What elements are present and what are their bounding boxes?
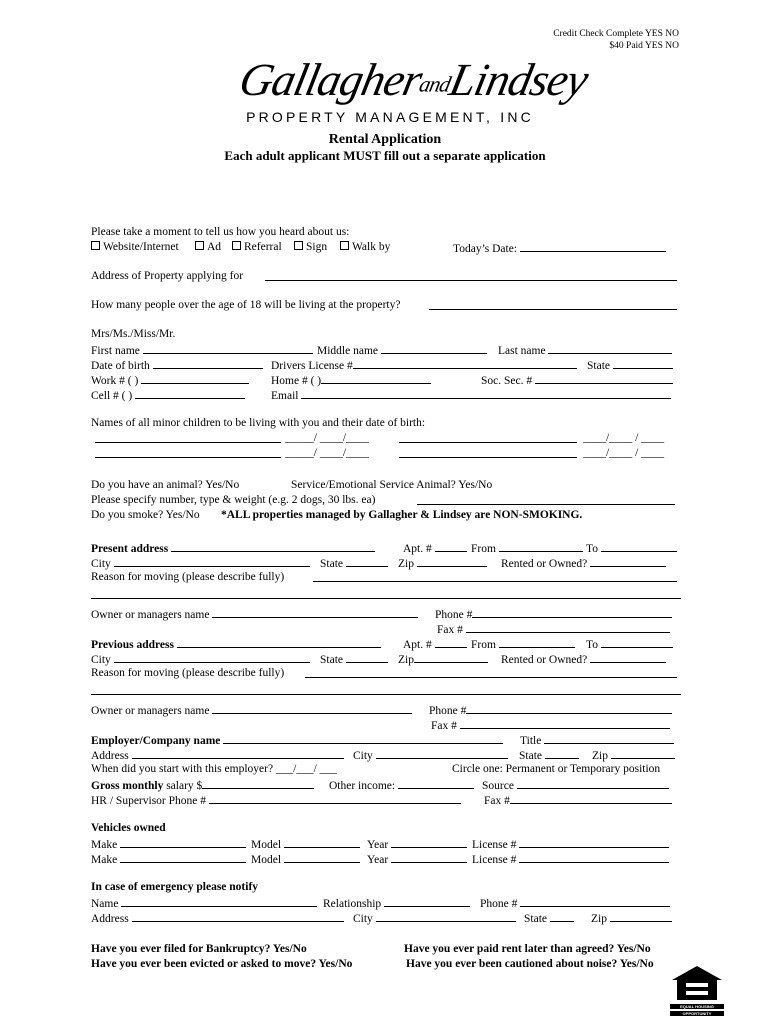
questions-row-2 (91, 957, 681, 972)
smoke-question: Do you smoke? Yes/No (91, 509, 200, 521)
salutation-label: Mrs/Ms./Miss/Mr. (91, 328, 176, 340)
previous-rented-field[interactable]: Rented or Owned? (501, 651, 666, 668)
present-to-field[interactable]: To (586, 540, 677, 557)
people-over-18-field[interactable]: How many people over the age of 18 will be living at the property? (91, 298, 681, 313)
present-owner-row (91, 606, 681, 621)
form-title: Rental Application (328, 132, 442, 147)
vehicle-make-field[interactable]: Make (91, 851, 246, 868)
emergency-label: In case of emergency please notify (91, 881, 259, 893)
present-phone-field[interactable]: Phone # (435, 606, 672, 623)
company-logo (235, 54, 593, 135)
previous-owner-row (91, 702, 681, 717)
previous-from-field[interactable]: From (471, 636, 575, 653)
dob-row (91, 357, 681, 372)
previous-reason-field[interactable]: Reason for moving (please describe fully) (91, 666, 681, 681)
present-owner-field[interactable]: Owner or managers name (91, 606, 418, 623)
income-source-field[interactable]: Source (482, 777, 669, 794)
previous-city-field[interactable]: City (91, 651, 310, 668)
property-address-field[interactable]: Address of Property applying for (91, 269, 681, 284)
logo-name-right: Lindsey (445, 54, 593, 105)
employer-fax-field[interactable]: Fax # (484, 792, 672, 809)
employer-name-field[interactable]: Employer/Company name (91, 732, 503, 749)
previous-to-field[interactable]: To (586, 636, 673, 653)
late-rent-question[interactable]: Have you ever paid rent later than agreed? Yes/No (404, 943, 651, 955)
drivers-license-field[interactable]: Drivers License # (271, 357, 577, 374)
previous-address-row (91, 636, 681, 651)
service-animal-question: Service/Emotional Service Animal? Yes/No (291, 479, 493, 491)
vehicle-row-1 (91, 836, 681, 851)
form-subtitle: Each adult applicant MUST fill out a separate application (224, 148, 546, 163)
employer-address-row (91, 747, 681, 762)
eho-text-line-2: OPPORTUNITY (682, 1011, 712, 1017)
employer-zip-field[interactable]: Zip (592, 747, 675, 764)
first-name-field[interactable]: First name (91, 342, 313, 359)
evicted-question[interactable]: Have you ever been evicted or asked to move? Yes/No (91, 958, 353, 970)
heard-options-row (91, 240, 681, 255)
office-use-box (553, 28, 679, 52)
checkbox-icon[interactable] (195, 241, 204, 250)
checkbox-icon[interactable] (294, 241, 303, 250)
animal-row (91, 478, 681, 493)
todays-date-field[interactable]: Today’s Date: (453, 240, 666, 257)
previous-reason-line[interactable] (91, 681, 681, 696)
option-website[interactable]: Website/Internet (91, 240, 179, 255)
work-phone-field[interactable]: Work # ( ) (91, 372, 249, 389)
heard-prompt: Please take a moment to tell us how you heard about us: (91, 226, 350, 238)
present-city-row (91, 555, 681, 570)
employer-title-field[interactable]: Title (520, 732, 674, 749)
option-walk-by[interactable]: Walk by (340, 240, 390, 255)
salary-field[interactable]: Gross monthly salary $ (91, 777, 314, 794)
present-reason-field[interactable]: Reason for moving (please describe fully) (91, 570, 681, 585)
smoke-row (91, 508, 681, 523)
emergency-state-field[interactable]: State (524, 910, 574, 927)
cell-phone-field[interactable]: Cell # ( ) (91, 387, 245, 404)
email-field[interactable]: Email (271, 387, 671, 404)
checkbox-icon[interactable] (232, 241, 241, 250)
employer-row (91, 732, 681, 747)
previous-apt-field[interactable]: Apt. # (403, 636, 467, 653)
income-row (91, 777, 681, 792)
position-type[interactable]: Circle one: Permanent or Temporary position (452, 763, 661, 775)
present-fax-field[interactable]: Fax # (437, 621, 670, 638)
cell-email-row (91, 387, 681, 402)
previous-owner-field[interactable]: Owner or managers name (91, 702, 412, 719)
previous-zip-field[interactable]: Zip (398, 651, 488, 668)
noise-question[interactable]: Have you ever been cautioned about noise? Yes/No (406, 958, 654, 970)
animal-specify-field[interactable]: Please specify number, type & weight (e.g. 2 dogs, 30 lbs. ea) (91, 493, 681, 508)
hr-phone-field[interactable]: HR / Supervisor Phone # (91, 792, 461, 809)
logo-name-and: and (417, 71, 453, 97)
option-sign[interactable]: Sign (294, 240, 327, 255)
present-apt-field[interactable]: Apt. # (403, 540, 467, 557)
present-address-field[interactable]: Present address (91, 540, 375, 557)
present-state-field[interactable]: State (320, 555, 388, 572)
employer-start-row (91, 762, 681, 777)
vehicle-model-field[interactable]: Model (251, 836, 360, 853)
emergency-relationship-field[interactable]: Relationship (323, 895, 470, 912)
vehicle-year-field[interactable]: Year (367, 851, 467, 868)
present-fax-row (91, 621, 681, 636)
questions-row-1 (91, 942, 681, 957)
present-rented-field[interactable]: Rented or Owned? (501, 555, 666, 572)
emergency-address-field[interactable]: Address (91, 910, 344, 927)
previous-phone-field[interactable]: Phone # (429, 702, 672, 719)
last-name-field[interactable]: Last name (498, 342, 672, 359)
vehicle-make-field[interactable]: Make (91, 836, 246, 853)
checkbox-icon[interactable] (340, 241, 349, 250)
option-ad[interactable]: Ad (195, 240, 221, 255)
emergency-name-row (91, 895, 681, 910)
employer-state-field[interactable]: State (519, 747, 579, 764)
vehicle-model-field[interactable]: Model (251, 851, 360, 868)
credit-check-line: Credit Check Complete YES NO (553, 29, 679, 39)
vehicle-year-field[interactable]: Year (367, 836, 467, 853)
previous-fax-field[interactable]: Fax # (431, 717, 670, 734)
fee-paid-line: $40 Paid YES NO (609, 41, 679, 51)
employer-start-field[interactable]: When did you start with this employer? ___/___/ ___ (91, 763, 337, 775)
vehicle-row-2 (91, 851, 681, 866)
children-row-2[interactable]: _____/ ____/____ ____/____ / ____ (91, 446, 681, 461)
present-reason-line[interactable] (91, 585, 681, 600)
hr-row (91, 792, 681, 807)
emergency-name-field[interactable]: Name (91, 895, 317, 912)
emergency-phone-field[interactable]: Phone # (480, 895, 670, 912)
phone-row (91, 372, 681, 387)
emergency-zip-field[interactable]: Zip (591, 910, 672, 927)
previous-address-field[interactable]: Previous address (91, 636, 381, 653)
previous-state-field[interactable]: State (320, 651, 388, 668)
license-state-field[interactable]: State (587, 357, 673, 374)
other-income-field[interactable]: Other income: (329, 777, 474, 794)
children-row-1[interactable]: _____/ ____/____ ____/____ / ____ (91, 431, 681, 446)
present-from-field[interactable]: From (471, 540, 583, 557)
present-address-row (91, 540, 681, 555)
present-zip-field[interactable]: Zip (398, 555, 487, 572)
checkbox-icon[interactable] (91, 241, 100, 250)
application-form (91, 225, 681, 972)
option-referral[interactable]: Referral (232, 240, 282, 255)
present-city-field[interactable]: City (91, 555, 310, 572)
ssn-field[interactable]: Soc. Sec. # (481, 372, 673, 389)
equal-housing-opportunity-icon (668, 964, 726, 1018)
logo-name-left: Gallagher (235, 54, 427, 105)
employer-city-field[interactable]: City (353, 747, 508, 764)
employer-address-field[interactable]: Address (91, 747, 344, 764)
bankruptcy-question[interactable]: Have you ever filed for Bankruptcy? Yes/No (91, 943, 307, 955)
non-smoking-note: *ALL properties managed by Gallagher & Lindsey are NON-SMOKING. (221, 509, 583, 521)
previous-fax-row (91, 717, 681, 732)
dob-field[interactable]: Date of birth (91, 357, 263, 374)
name-row (91, 342, 681, 357)
emergency-address-row (91, 910, 681, 925)
vehicle-license-field[interactable]: License # (472, 851, 669, 868)
emergency-city-field[interactable]: City (353, 910, 516, 927)
previous-city-row (91, 651, 681, 666)
animal-question: Do you have an animal? Yes/No (91, 479, 240, 491)
form-heading (0, 131, 770, 164)
logo-subtitle: PROPERTY MANAGEMENT, INC (246, 109, 534, 126)
vehicles-label: Vehicles owned (91, 822, 166, 834)
home-phone-field[interactable]: Home # ( ) (271, 372, 431, 389)
children-label: Names of all minor children to be living with you and their date of birth: (91, 417, 426, 429)
middle-name-field[interactable]: Middle name (317, 342, 487, 359)
vehicle-license-field[interactable]: License # (472, 836, 669, 853)
eho-text-line-1: EQUAL HOUSING (680, 1004, 714, 1010)
